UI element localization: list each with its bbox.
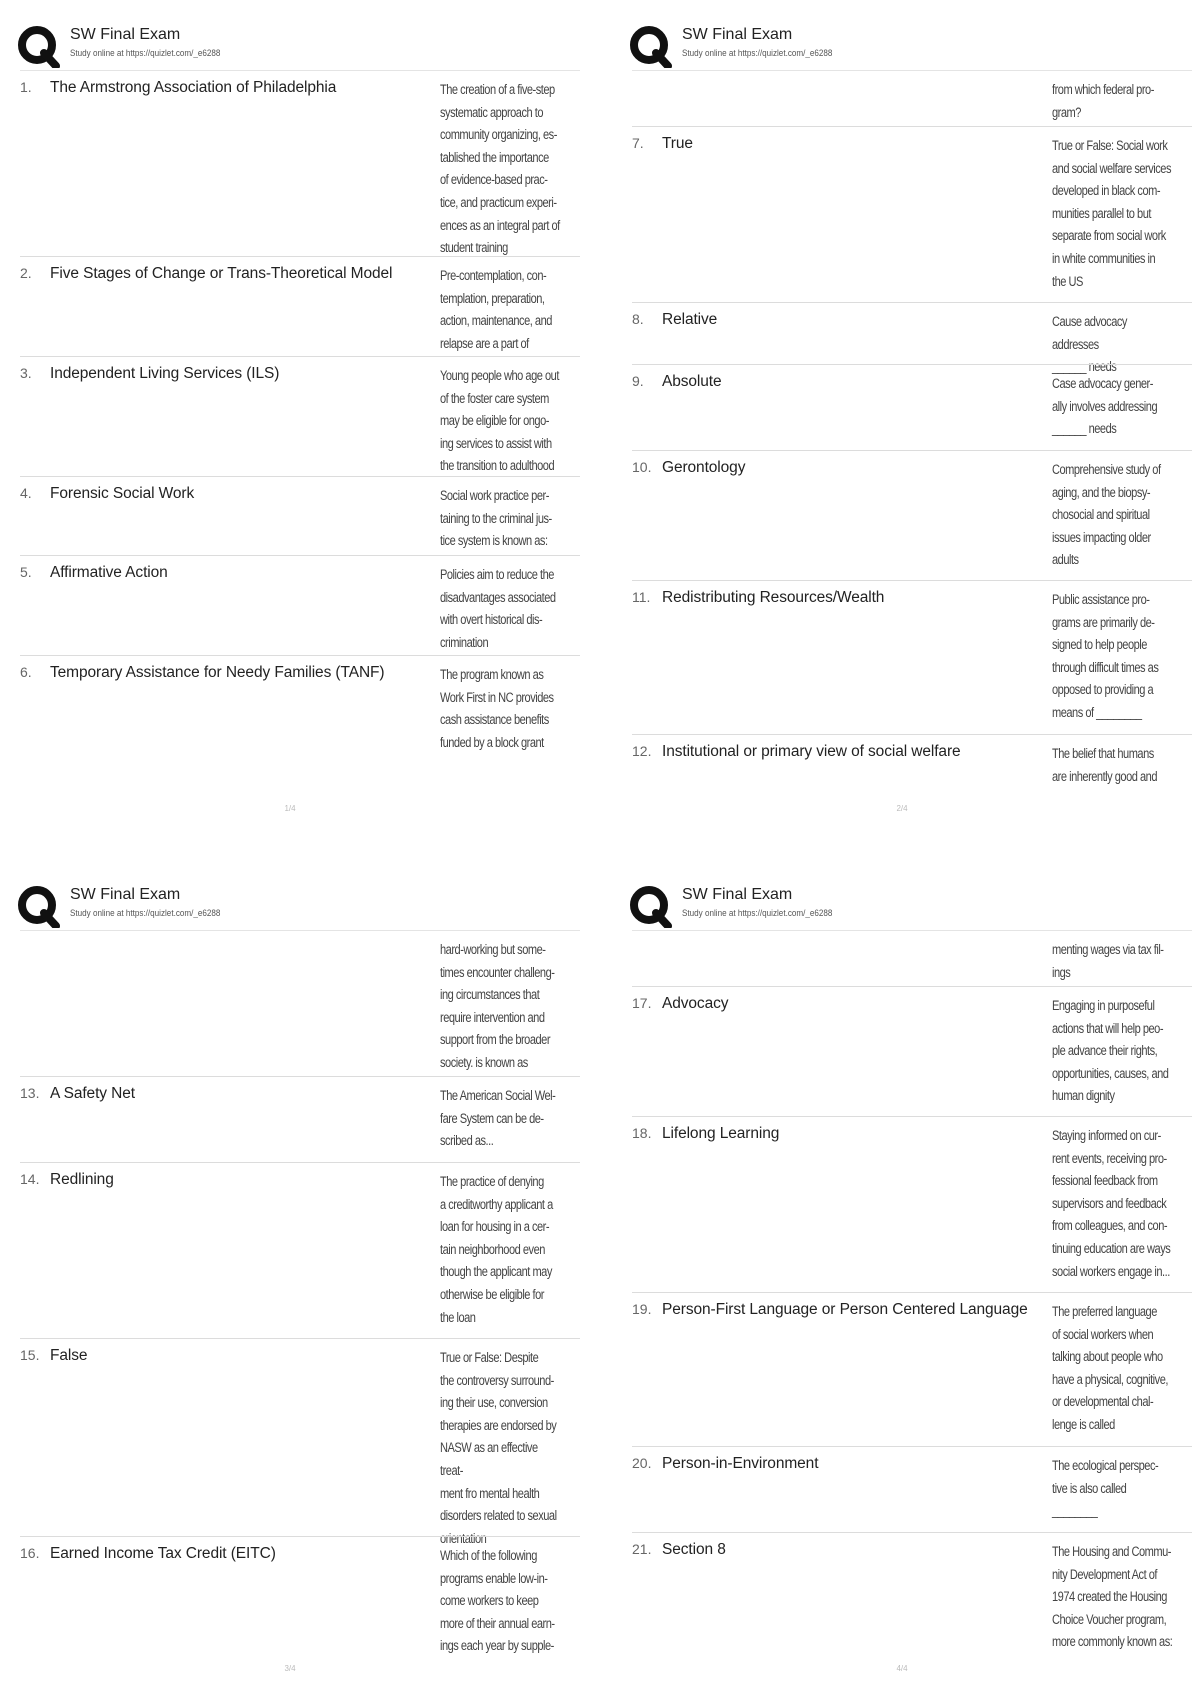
row-number: 19.: [632, 1301, 652, 1317]
row-number: 3.: [20, 365, 32, 381]
term-text: Independent Living Services (ILS): [50, 365, 280, 382]
definition-text: The ecological perspec- tive is also called ________: [1052, 1458, 1159, 1519]
flashcard-row: [632, 734, 1192, 806]
page-header: [628, 22, 1188, 68]
row-number: 5.: [20, 564, 32, 580]
row-number: 17.: [632, 995, 652, 1011]
term-text: Earned Income Tax Credit (EITC): [50, 1545, 276, 1562]
term-text: Institutional or primary view of social welfare: [662, 743, 961, 760]
quizlet-logo-icon: [628, 884, 672, 928]
definition-text: True or False: Social work and social welfare services developed in black com- munities parallel to but separate from social work in white communities in the US: [1052, 138, 1172, 289]
term-text: Five Stages of Change or Trans-Theoretical Model: [50, 265, 393, 282]
definition-text: The practice of denying a creditworthy applicant a loan for housing in a cer- tain neighborhood even though the applicant may otherwise be eligible for the loan: [440, 1174, 553, 1325]
term-text: Absolute: [662, 373, 722, 390]
document-page-2: [622, 10, 1200, 825]
row-number: 18.: [632, 1125, 652, 1141]
document-page-4: [622, 870, 1200, 1685]
row-number: 15.: [20, 1347, 40, 1363]
flashcard-row: [632, 1116, 1192, 1292]
row-number: 1.: [20, 79, 32, 95]
flashcard-row: [632, 580, 1192, 734]
flashcard-row: [632, 126, 1192, 302]
definition-text: Which of the following programs enable low-in- come workers to keep more of their annual earn- ings each year by supple-: [440, 1548, 555, 1654]
definition-text: The creation of a five-step systematic approach to community organizing, es- tablished the importance of evidence-based prac- tice, and practicum experi- ences as an integral part of student training: [440, 82, 560, 256]
flashcard-list: [20, 70, 580, 755]
page-number: 1/4: [284, 804, 296, 813]
definition-text: Case advocacy gener- ally involves addressing ______ needs: [1052, 376, 1158, 437]
term-text: Advocacy: [662, 995, 729, 1012]
page-header: [16, 882, 576, 928]
definition-text: The Housing and Commu- nity Development Act of 1974 created the Housing Choice Voucher program, more commonly known as:: [1052, 1544, 1173, 1650]
flashcard-row: [20, 476, 580, 555]
document-subtitle: Study online at https://quizlet.com/_e6288: [70, 908, 221, 918]
definition-text: Pre-contemplation, con- templation, preparation, action, maintenance, and relapse are a part of: [440, 268, 552, 351]
definition-text: hard-working but some- times encounter challeng- ing circumstances that require intervention and support from the broader society. is known as: [440, 942, 555, 1070]
page-number: 2/4: [896, 804, 908, 813]
quizlet-logo-icon: [16, 24, 60, 68]
flashcard-row: [20, 256, 580, 356]
definition-text: from which federal pro- gram?: [1052, 82, 1154, 120]
flashcard-row: [632, 364, 1192, 450]
flashcard-row: [632, 450, 1192, 580]
page-number: 4/4: [896, 1664, 908, 1673]
document-subtitle: Study online at https://quizlet.com/_e6288: [682, 48, 833, 58]
flashcard-row: [632, 1292, 1192, 1446]
flashcard-row: [632, 1446, 1192, 1532]
document-page-1: [10, 10, 590, 825]
row-number: 9.: [632, 373, 644, 389]
quizlet-logo-icon: [16, 884, 60, 928]
row-number: 2.: [20, 265, 32, 281]
term-text: Relative: [662, 311, 718, 328]
term-text: Redistributing Resources/Wealth: [662, 589, 885, 606]
definition-text: True or False: Despite the controversy surround- ing their use, conversion therapies are endorsed by NASW as an effective treat- ment fro mental health disorders related to sexual orientation: [440, 1350, 557, 1546]
definition-text: The American Social Wel- fare System can be de- scribed as...: [440, 1088, 556, 1149]
flashcard-row: [20, 1162, 580, 1338]
term-text: The Armstrong Association of Philadelphia: [50, 79, 337, 96]
row-number: 10.: [632, 459, 652, 475]
flashcard-row: [632, 986, 1192, 1116]
flashcard-row: [632, 302, 1192, 375]
row-number: 20.: [632, 1455, 652, 1471]
document-subtitle: Study online at https://quizlet.com/_e6288: [70, 48, 221, 58]
row-number: 8.: [632, 311, 644, 327]
term-text: False: [50, 1347, 88, 1364]
definition-text: The preferred language of social workers when talking about people who have a physical, cognitive, or developmental chal- lenge is called: [1052, 1304, 1168, 1432]
term-text: Lifelong Learning: [662, 1125, 780, 1142]
term-text: Temporary Assistance for Needy Families (TANF): [50, 664, 385, 681]
flashcard-row: [20, 555, 580, 655]
definition-text: Cause advocacy addresses ______ needs: [1052, 314, 1127, 375]
definition-text: Social work practice per- taining to the criminal jus- tice system is known as:: [440, 488, 552, 549]
row-number: 14.: [20, 1171, 40, 1187]
document-title: SW Final Exam: [682, 886, 793, 903]
document-title: SW Final Exam: [70, 26, 181, 43]
row-number: 11.: [632, 589, 651, 605]
flashcard-row: [20, 356, 580, 476]
flashcard-row: [20, 1536, 580, 1658]
flashcard-row: [20, 70, 580, 256]
definition-text: Comprehensive study of aging, and the biopsy- chosocial and spiritual issues impacting older adults: [1052, 462, 1161, 568]
term-text: Forensic Social Work: [50, 485, 195, 502]
flashcard-list: [632, 930, 1192, 1662]
term-text: Person-First Language or Person Centered Language: [662, 1301, 1028, 1318]
definition-text: Staying informed on cur- rent events, receiving pro- fessional feedback from supervisors and feedback from colleagues, and con- tinuing education are ways social workers engage in...: [1052, 1128, 1171, 1279]
flashcard-list: [632, 70, 1192, 806]
term-text: Redlining: [50, 1171, 114, 1188]
term-text: True: [662, 135, 693, 152]
row-number: 21.: [632, 1541, 652, 1557]
row-number: 13.: [20, 1085, 40, 1101]
flashcard-row: [20, 1338, 580, 1546]
definition-text: Policies aim to reduce the disadvantages associated with overt historical dis- crimination: [440, 567, 556, 650]
page-header: [16, 22, 576, 68]
definition-text: The belief that humans are inherently good and: [1052, 746, 1158, 784]
term-text: Section 8: [662, 1541, 726, 1558]
definition-text: The program known as Work First in NC provides cash assistance benefits funded by a block grant: [440, 667, 554, 750]
row-number: 4.: [20, 485, 32, 501]
document-page-3: [10, 870, 590, 1685]
flashcard-row: [20, 1076, 580, 1162]
flashcard-row: [632, 70, 1192, 126]
page-number: 3/4: [284, 1664, 296, 1673]
definition-text: Engaging in purposeful actions that will help peo- ple advance their rights, opportunities, causes, and human dignity: [1052, 998, 1169, 1104]
quizlet-logo-icon: [628, 24, 672, 68]
definition-text: Public assistance pro- grams are primarily de- signed to help people through difficult times as opposed to providing a means of ________: [1052, 592, 1159, 720]
row-number: 7.: [632, 135, 644, 151]
term-text: A Safety Net: [50, 1085, 135, 1102]
flashcard-row: [632, 1532, 1192, 1662]
flashcard-row: [632, 930, 1192, 986]
flashcard-row: [20, 655, 580, 755]
row-number: 6.: [20, 664, 32, 680]
document-title: SW Final Exam: [682, 26, 793, 43]
row-number: 16.: [20, 1545, 40, 1561]
flashcard-row: [20, 930, 580, 1076]
definition-text: menting wages via tax fil- ings: [1052, 942, 1164, 980]
page-header: [628, 882, 1188, 928]
definition-text: Young people who age out of the foster care system may be eligible for ongo- ing services to assist with the transition to adulthood: [440, 368, 559, 474]
document-title: SW Final Exam: [70, 886, 181, 903]
document-subtitle: Study online at https://quizlet.com/_e6288: [682, 908, 833, 918]
flashcard-list: [20, 930, 580, 1658]
term-text: Person-in-Environment: [662, 1455, 819, 1472]
term-text: Affirmative Action: [50, 564, 168, 581]
row-number: 12.: [632, 743, 652, 759]
term-text: Gerontology: [662, 459, 746, 476]
